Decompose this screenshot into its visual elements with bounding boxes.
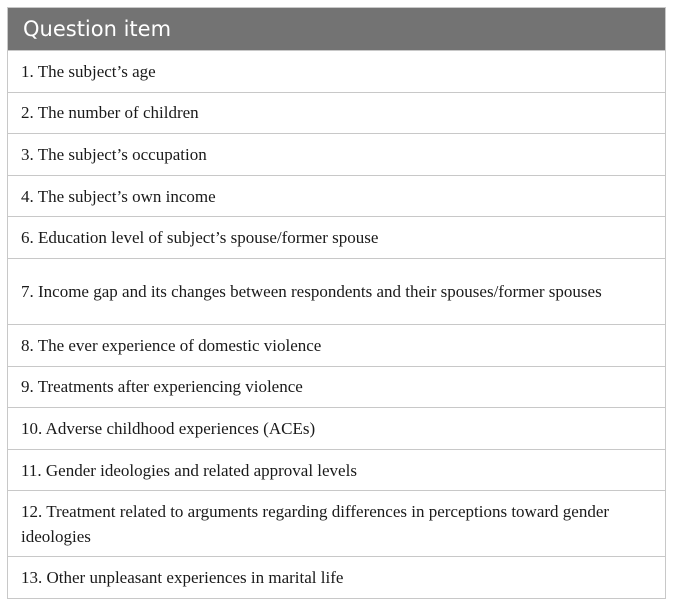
question-item-text: 8. The ever experience of domestic violence: [21, 335, 322, 355]
table-row: [8, 216, 665, 258]
question-item-table: [7, 7, 666, 599]
question-item-text: 11. Gender ideologies and related approval levels: [21, 460, 357, 480]
table-row: [8, 175, 665, 217]
table-header-label: Question item: [23, 17, 172, 41]
question-item-text: 12. Treatment related to arguments regarding differences in perceptions toward gender ideologies: [21, 501, 610, 546]
question-item-text: 13. Other unpleasant experiences in marital life: [21, 568, 344, 588]
question-item-text: 9. Treatments after experiencing violence: [21, 377, 303, 397]
table-row: [8, 324, 665, 366]
question-item-text: 3. The subject’s occupation: [21, 144, 207, 164]
table-row: [8, 133, 665, 175]
question-item-text: 2. The number of children: [21, 103, 199, 123]
table-row: [8, 490, 665, 556]
question-item-text: 1. The subject’s age: [21, 61, 156, 81]
table-row: [8, 366, 665, 408]
table-row: [8, 407, 665, 449]
table-header: [8, 8, 665, 50]
table-row: [8, 92, 665, 134]
question-item-text: 10. Adverse childhood experiences (ACEs): [21, 418, 316, 438]
table-row: [8, 556, 665, 598]
table-row: [8, 50, 665, 92]
table-row: [8, 258, 665, 324]
table-row: [8, 449, 665, 491]
question-item-text: 6. Education level of subject’s spouse/former spouse: [21, 228, 379, 248]
question-item-text: 7. Income gap and its changes between respondents and their spouses/former spouses: [21, 281, 602, 301]
table-body: [8, 50, 665, 598]
question-item-text: 4. The subject’s own income: [21, 186, 216, 206]
